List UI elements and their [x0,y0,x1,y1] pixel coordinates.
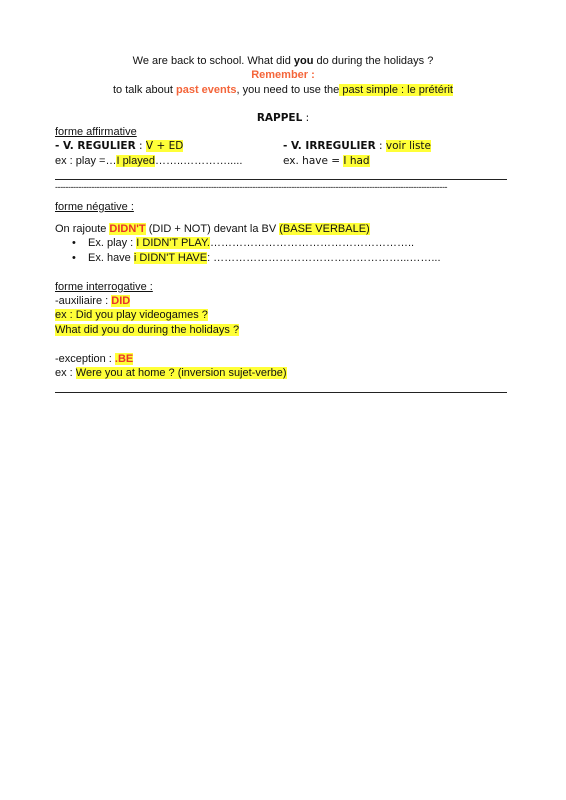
negative-heading: forme négative : [55,201,134,213]
exception-value: .BE [114,353,134,365]
exception-line [55,352,133,366]
ex1-prefix: ex : play =… [55,155,117,167]
neg-ex2-value: i DIDN'T HAVE [133,252,208,264]
neg-ex2-prefix: Ex. have [88,252,134,264]
regulier-value: V + ED [145,140,184,152]
intro-line3-text-b: , you need to use the [236,84,340,96]
irregulier-value: voir liste [385,140,431,152]
regulier-label: - V. REGULIER [55,140,136,152]
exception-example-prefix: ex : [55,367,76,379]
separator-line [55,179,507,180]
affirmative-example-2 [283,154,370,168]
neg-ex1-value: I DIDN'T PLAY. [136,237,210,249]
rappel-title: RAPPEL [256,112,303,124]
intro-line-3 [0,83,566,97]
negative-rule-text-b: (DID + NOT) devant la BV [145,223,280,235]
regulier-line [55,139,183,153]
ex1-dots: ……..…………..... [154,155,243,167]
regulier-sep: : [135,140,146,152]
interrogative-question [55,323,239,337]
exception-example [55,366,287,380]
affirmative-heading: forme affirmative [55,126,137,138]
neg-ex1-prefix: Ex. play : [88,237,137,249]
past-events-label: past events [176,84,237,96]
neg-ex2-dots: : ……………………………………………...……... [207,252,441,264]
bottom-separator-line [55,392,507,393]
irregulier-label: - V. IRREGULIER [283,140,376,152]
intro-line-1 [0,54,566,68]
remember-label: Remember : [251,69,315,81]
interrogative-question-text: What did you do during the holidays ? [55,324,240,336]
neg-ex1-dots: ……………………………………………….. [209,237,415,249]
negative-example-2 [72,251,441,265]
interrogative-heading: forme interrogative : [55,281,153,293]
exception-prefix: -exception : [55,353,115,365]
rappel-colon: : [302,112,310,124]
auxiliaire-value: DID [111,295,131,307]
affirmative-example-1 [55,154,242,168]
interrogative-example-text: ex : Did you play videogames ? [55,309,208,321]
exception-example-text: Were you at home ? (inversion sujet-verbe) [75,367,287,379]
intro-text-end: do during the holidays ? [313,55,434,67]
intro-you: you [293,55,314,67]
negative-example-1 [72,236,414,250]
irregulier-line [283,139,431,153]
interrogative-example [55,308,208,322]
bullet-icon: • [72,252,76,264]
intro-text: We are back to school. What did [132,55,294,67]
rappel-heading [0,111,566,125]
didnt-label: DIDN'T [109,223,146,235]
base-verbale-label: (BASE VERBALE) [279,223,370,235]
intro-line3-text: to talk about [113,84,176,96]
bullet-icon: • [72,237,76,249]
negative-rule-text: On rajoute [55,223,110,235]
auxiliaire-prefix: -auxiliaire : [55,295,112,307]
negative-rule [55,222,370,236]
ex2-prefix: ex. have = [283,155,344,167]
ex2-value: I had [343,155,370,167]
ex1-value: I played [116,155,155,167]
past-simple-highlight: past simple : le prétérit [339,84,453,96]
dashed-separator: ------------------------------------------------------------------------------------------------------------------------------------------------------- [55,183,448,191]
auxiliaire-line [55,294,130,308]
irregulier-sep: : [375,140,386,152]
